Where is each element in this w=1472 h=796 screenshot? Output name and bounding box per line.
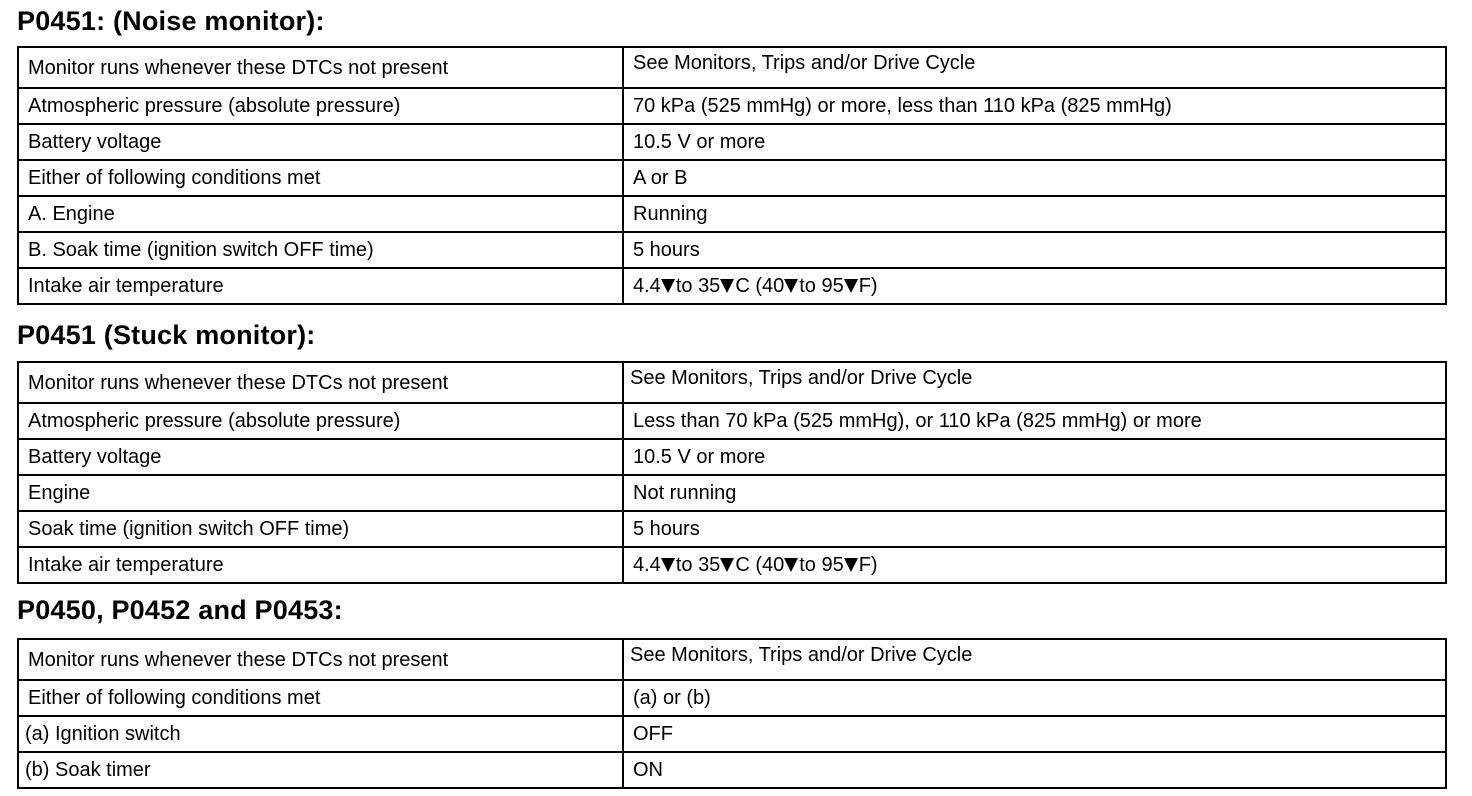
temperature-full-text — [878, 555, 879, 556]
row-label: Battery voltage — [18, 124, 623, 160]
row-label: Soak time (ignition switch OFF time) — [18, 511, 623, 547]
table-row — [18, 88, 1446, 124]
row-label: (b) Soak timer — [18, 752, 623, 788]
row-label: (a) Ignition switch — [18, 716, 623, 752]
temperature-full-text — [878, 276, 879, 277]
degree-glyph-icon — [720, 558, 734, 572]
row-value: See Monitors, Trips and/or Drive Cycle — [623, 639, 1446, 680]
row-value: Less than 70 kPa (525 mmHg), or 110 kPa (825 mmHg) or more — [623, 403, 1446, 439]
table-row — [18, 439, 1446, 475]
row-value: 5 hours — [623, 232, 1446, 268]
table-row — [18, 475, 1446, 511]
row-label: Either of following conditions met — [18, 160, 623, 196]
row-value: OFF — [623, 716, 1446, 752]
row-label: Engine — [18, 475, 623, 511]
row-label: Atmospheric pressure (absolute pressure) — [18, 403, 623, 439]
row-value: Running — [623, 196, 1446, 232]
table-row — [18, 47, 1446, 88]
row-label: B. Soak time (ignition switch OFF time) — [18, 232, 623, 268]
degree-glyph-icon — [844, 558, 858, 572]
table-row — [18, 511, 1446, 547]
row-label: Battery voltage — [18, 439, 623, 475]
row-value: Not running — [623, 475, 1446, 511]
row-label: Monitor runs whenever these DTCs not present — [18, 362, 623, 403]
row-value: A or B — [623, 160, 1446, 196]
degree-glyph-icon — [720, 279, 734, 293]
table-row — [18, 268, 1446, 304]
table-row — [18, 362, 1446, 403]
row-label: Monitor runs whenever these DTCs not present — [18, 47, 623, 88]
row-value: 70 kPa (525 mmHg) or more, less than 110 kPa (825 mmHg) — [623, 88, 1446, 124]
table-row — [18, 196, 1446, 232]
stuck-monitor-table — [17, 361, 1447, 584]
table-row — [18, 124, 1446, 160]
row-value: 10.5 V or more — [623, 124, 1446, 160]
row-label: Intake air temperature — [18, 547, 623, 583]
row-label: Intake air temperature — [18, 268, 623, 304]
row-label: Monitor runs whenever these DTCs not present — [18, 639, 623, 680]
row-label: Either of following conditions met — [18, 680, 623, 716]
section-title-noise-monitor: P0451: (Noise monitor): — [17, 6, 325, 36]
table-row — [18, 680, 1446, 716]
table-row — [18, 547, 1446, 583]
intake-air-temperature-value: 4.4 to 35 C (40 to 95 F) — [623, 547, 1446, 583]
row-value: 5 hours — [623, 511, 1446, 547]
row-value: 10.5 V or more — [623, 439, 1446, 475]
row-label: A. Engine — [18, 196, 623, 232]
table-row — [18, 160, 1446, 196]
p0450-p0452-p0453-table — [17, 638, 1447, 789]
degree-glyph-icon — [661, 279, 675, 293]
degree-glyph-icon — [784, 279, 798, 293]
row-value: ON — [623, 752, 1446, 788]
table-row — [18, 232, 1446, 268]
intake-air-temperature-value: 4.4 to 35 C (40 to 95 F) — [623, 268, 1446, 304]
row-value: See Monitors, Trips and/or Drive Cycle — [623, 362, 1446, 403]
table-row — [18, 716, 1446, 752]
row-value: See Monitors, Trips and/or Drive Cycle — [623, 47, 1446, 88]
table-row — [18, 639, 1446, 680]
degree-glyph-icon — [784, 558, 798, 572]
degree-glyph-icon — [661, 558, 675, 572]
section-title-stuck-monitor: P0451 (Stuck monitor): — [17, 320, 316, 350]
section-title-p0450-p0452-p0453: P0450, P0452 and P0453: — [17, 595, 343, 625]
table-row — [18, 752, 1446, 788]
row-label: Atmospheric pressure (absolute pressure) — [18, 88, 623, 124]
table-row — [18, 403, 1446, 439]
degree-glyph-icon — [844, 279, 858, 293]
noise-monitor-table — [17, 46, 1447, 305]
row-value: (a) or (b) — [623, 680, 1446, 716]
